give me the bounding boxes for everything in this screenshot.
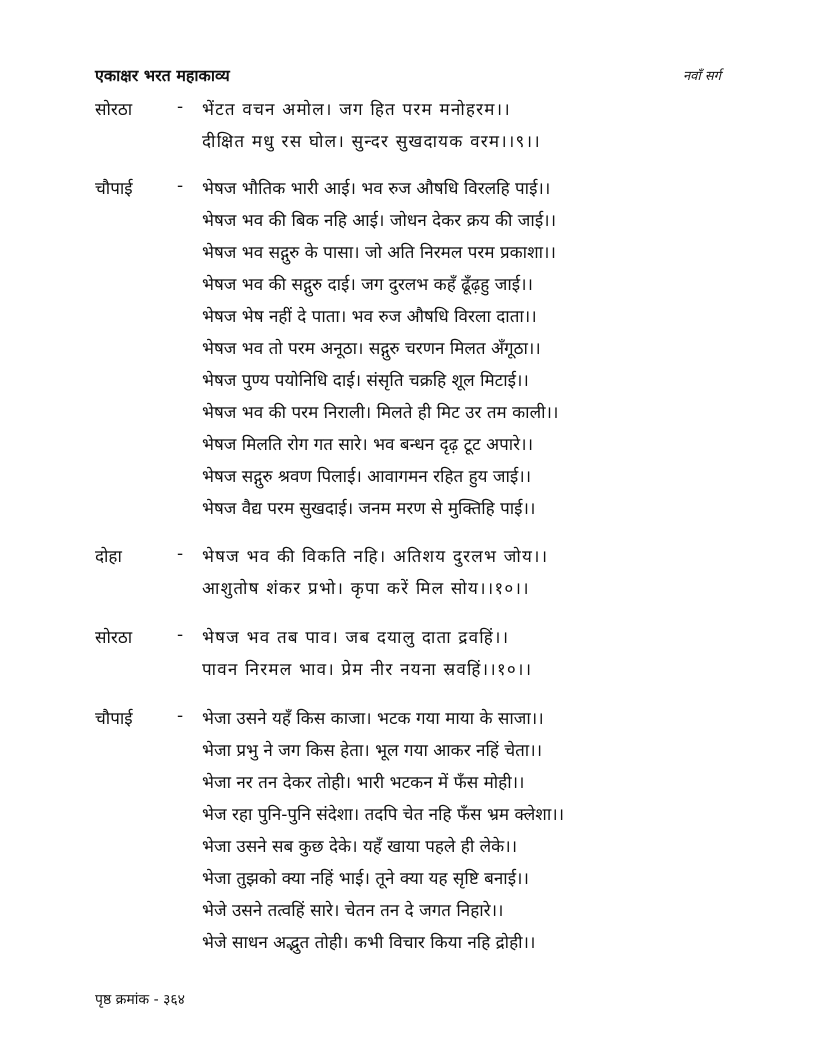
stanza-dash: -: [177, 97, 184, 117]
stanza-label: सोरठा: [95, 628, 133, 648]
verse-line: भेजा तुझको क्या नहिं भाई। तूने क्या यह सृष्टि बनाई।।: [202, 869, 529, 889]
verse-line: भेषज भव की परम निराली। मिलते ही मिट उर तम काली।।: [202, 403, 559, 423]
verse-line: भेजे साधन अद्भुत तोही। कभी विचार किया नहि द्रोही।।: [202, 933, 536, 953]
stanza-dash: -: [177, 544, 184, 564]
stanza-label: चौपाई: [95, 709, 133, 729]
page-number: पृष्ठ क्रमांक - ३६४: [95, 992, 185, 1008]
verse-line: भेषज भव सद्गुरु के पासा। जो अति निरमल परम प्रकाशा।।: [202, 243, 556, 263]
verse-line: भेजा नर तन देकर तोही। भारी भटकन में फँस मोही।।: [202, 773, 525, 793]
verse-line: भेषज वैद्य परम सुखदाई। जनम मरण से मुक्तिहि पाई।।: [202, 499, 536, 519]
verse-line: भेषज भव तब पाव। जब दयालु दाता द्रवहिं।।: [202, 628, 510, 648]
verse-line: भेषज भव की सद्गुरु दाई। जग दुरलभ कहँ ढूँढ़हु जाई।।: [202, 275, 533, 295]
stanza-label: सोरठा: [95, 100, 133, 120]
verse-line: आशुतोष शंकर प्रभो। कृपा करें मिल सोय।।१०।।: [202, 579, 530, 599]
verse-line: भेषज भव की बिक नहि आई। जोधन देकर क्रय की जाई।।: [202, 211, 557, 231]
verse-lines: [202, 544, 722, 608]
stanza-dash: -: [177, 176, 184, 196]
verse-line: भेषज भव तो परम अनूठा। सद्गुरु चरणन मिलत अँगूठा।।: [202, 339, 541, 359]
verse-line: भेषज मिलति रोग गत सारे। भव बन्धन दृढ़ टूट अपारे।।: [202, 435, 534, 455]
stanza-dash: -: [177, 706, 184, 726]
stanza-label: चौपाई: [95, 179, 133, 199]
verse-line: भेजा उसने यहँ किस काजा। भटक गया माया के साजा।।: [202, 709, 544, 729]
verse-lines: [202, 176, 722, 528]
page-header: [95, 64, 721, 88]
verse-line: भेषज पुण्य पयोनिधि दाई। संसृति चक्रहि शूल मिटाई।।: [202, 371, 529, 391]
verse-line: भेंटत वचन अमोल। जग हित परम मनोहरम।।: [202, 100, 511, 120]
stanza-dash: -: [177, 625, 184, 645]
verse-line: भेज रहा पुनि-पुनि संदेशा। तदपि चेत नहि फँस भ्रम क्लेशा।।: [202, 805, 565, 825]
book-title: एकाक्षर भरत महाकाव्य: [95, 66, 230, 85]
verse-line: पावन निरमल भाव। प्रेम नीर नयना स्रवहिं।।१०।।: [202, 660, 533, 680]
verse-line: भेषज भेष नहीं दे पाता। भव रुज औषधि विरला दाता।।: [202, 307, 537, 327]
verse-line: भेजा उसने सब कुछ देके। यहँ खाया पहले ही लेके।।: [202, 837, 518, 857]
verse-line: भेजे उसने तत्वहिं सारे। चेतन तन दे जगत निहारे।।: [202, 901, 504, 921]
stanza-label: दोहा: [95, 547, 122, 567]
chapter-label: नवाँ सर्ग: [682, 69, 721, 84]
verse-line: भेषज सद्गुरु श्रवण पिलाई। आवागमन रहित हुय जाई।।: [202, 467, 532, 487]
verse-line: दीक्षित मधु रस घोल। सुन्दर सुखदायक वरम।।९।।: [202, 132, 541, 152]
verse-line: भेषज भौतिक भारी आई। भव रुज औषधि विरलहि पाई।।: [202, 179, 551, 199]
verse-lines: [202, 625, 722, 689]
verse-lines: [202, 97, 722, 161]
verse-line: भेजा प्रभु ने जग किस हेता। भूल गया आकर नहिं चेता।।: [202, 741, 543, 761]
verse-lines: [202, 706, 722, 962]
verse-line: भेषज भव की विकति नहि। अतिशय दुरलभ जोय।।: [202, 547, 549, 567]
